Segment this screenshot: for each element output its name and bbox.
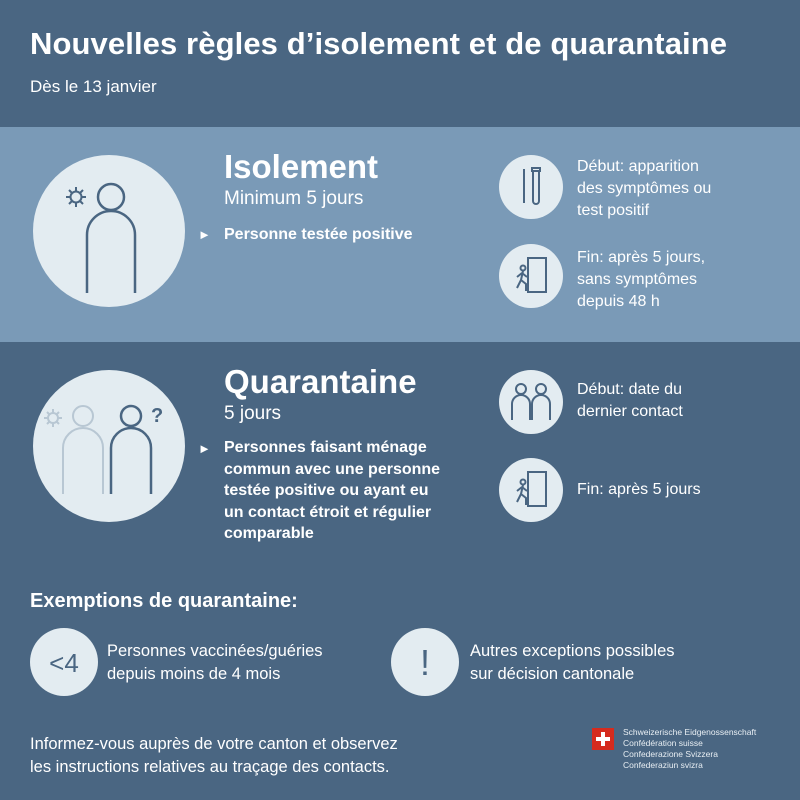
footer-instructions bbox=[30, 733, 398, 779]
quarantine-bullet-line: Personnes faisant ménage bbox=[224, 439, 427, 456]
exemption-cantonal-text bbox=[470, 640, 675, 686]
isolation-end-line: sans symptômes bbox=[577, 271, 698, 288]
quarantine-start-icon-circle bbox=[499, 370, 563, 434]
quarantine-people-icon-circle bbox=[33, 370, 185, 522]
exclamation-glyph: ! bbox=[419, 642, 431, 683]
header-band bbox=[0, 0, 800, 127]
question-mark-glyph: ? bbox=[151, 405, 164, 427]
footer-line: les instructions relatives au traçage des contacts. bbox=[30, 758, 390, 776]
exemption-cantonal-line: Autres exceptions possibles bbox=[470, 642, 675, 660]
quarantine-bullet-text bbox=[224, 437, 440, 545]
isolation-duration: Minimum 5 jours bbox=[224, 188, 364, 209]
less-than-four-icon bbox=[30, 628, 98, 696]
isolation-end-line: depuis 48 h bbox=[577, 293, 660, 310]
less-than-four-glyph: <4 bbox=[49, 648, 79, 678]
isolation-start-line: test positif bbox=[577, 202, 650, 219]
quarantine-end-icon-circle bbox=[499, 458, 563, 522]
person-with-virus-icon bbox=[33, 155, 185, 307]
federation-line: Confederazione Svizzera bbox=[623, 749, 718, 759]
isolation-bullet-text: Personne testée positive bbox=[224, 226, 413, 243]
exclamation-icon bbox=[391, 628, 459, 696]
isolation-bullet-arrow: ► bbox=[198, 227, 211, 242]
exemption-vaccinated-text bbox=[107, 640, 323, 686]
quarantine-start-line: Début: date du bbox=[577, 381, 682, 398]
quarantine-bullet-line: comparable bbox=[224, 525, 314, 542]
quarantine-bullet-line: un contact étroit et régulier bbox=[224, 503, 432, 521]
page-subtitle: Dès le 13 janvier bbox=[30, 77, 157, 96]
exit-door-icon bbox=[499, 244, 563, 308]
exemption-vaccinated-line: Personnes vaccinées/guéries bbox=[107, 642, 323, 660]
isolation-end-icon-circle bbox=[499, 244, 563, 308]
quarantine-bullet-line: commun avec une personne bbox=[224, 460, 441, 478]
federal-administration-logo-text bbox=[623, 727, 756, 771]
isolation-start-line: des symptômes ou bbox=[577, 180, 712, 197]
swiss-cross-icon bbox=[592, 728, 614, 750]
quarantine-start-line: dernier contact bbox=[577, 403, 683, 420]
quarantine-duration: 5 jours bbox=[224, 403, 282, 424]
quarantine-end-text: Fin: après 5 jours bbox=[577, 481, 701, 498]
federation-line: Confederaziun svizra bbox=[623, 760, 703, 770]
exit-door-icon bbox=[499, 458, 563, 522]
exemption-cantonal-icon-circle bbox=[391, 628, 459, 696]
people-with-virus-question-icon bbox=[33, 370, 185, 522]
exemption-vaccinated-line: depuis moins de 4 mois bbox=[107, 665, 281, 683]
quarantine-start-text bbox=[577, 379, 683, 423]
isolation-person-icon-circle bbox=[33, 155, 185, 307]
exemptions-title: Exemptions de quarantaine: bbox=[30, 590, 298, 612]
isolation-end-line: Fin: après 5 jours, bbox=[577, 249, 706, 266]
test-tube-icon bbox=[499, 155, 563, 219]
isolation-end-text bbox=[577, 247, 705, 313]
exemption-cantonal-line: sur décision cantonale bbox=[470, 665, 635, 683]
federation-line: Confédération suisse bbox=[623, 738, 703, 748]
exemption-age-icon-circle bbox=[30, 628, 98, 696]
page-title: Nouvelles règles d’isolement et de quarantaine bbox=[30, 26, 728, 61]
quarantine-bullet-arrow: ► bbox=[198, 441, 211, 456]
isolation-title: Isolement bbox=[224, 148, 379, 185]
isolation-start-line: Début: apparition bbox=[577, 158, 699, 175]
isolation-start-text bbox=[577, 156, 711, 222]
federation-line: Schweizerische Eidgenossenschaft bbox=[623, 727, 757, 737]
footer-line: Informez-vous auprès de votre canton et observez bbox=[30, 735, 398, 753]
quarantine-bullet-line: testée positive ou ayant eu bbox=[224, 482, 429, 499]
isolation-start-icon-circle bbox=[499, 155, 563, 219]
quarantine-title: Quarantaine bbox=[224, 363, 417, 400]
two-persons-icon bbox=[499, 370, 563, 434]
